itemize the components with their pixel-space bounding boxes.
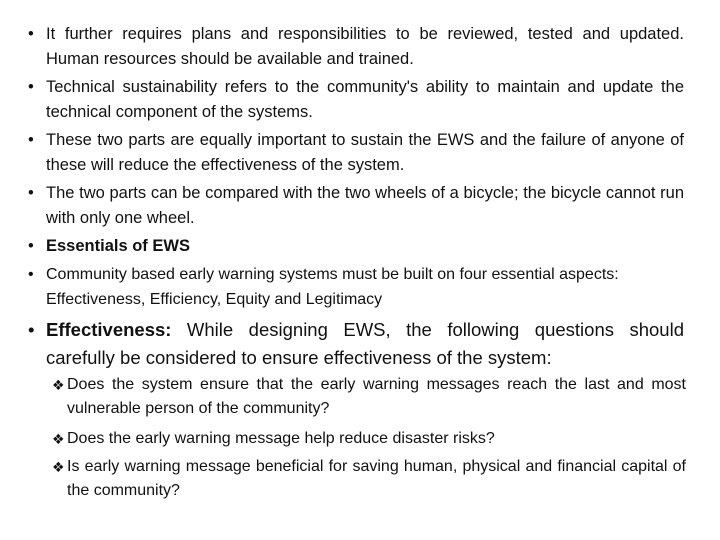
- bullet-item: [28, 181, 684, 231]
- bullet-item: [28, 75, 684, 125]
- diamond-bullet-icon: ❖: [52, 459, 65, 475]
- section-heading: Essentials of EWS: [46, 237, 190, 255]
- question-text: Does the early warning message help reduce disaster risks?: [67, 430, 495, 447]
- diamond-bullet-icon: ❖: [52, 377, 65, 393]
- effectiveness-label: Effectiveness:: [46, 319, 172, 340]
- effectiveness-paragraph: [28, 316, 684, 372]
- bullet-item: [28, 262, 684, 312]
- bullet-text: It further requires plans and responsibilities to be reviewed, tested and updated. Human resources should be available and trained.: [46, 25, 684, 68]
- bullet-text: Community based early warning systems must be built on four essential aspects: Effectiveness, Efficiency, Equity and Legitimacy: [46, 266, 619, 308]
- bullet-item: [28, 128, 684, 178]
- bullet-icon: •: [28, 25, 34, 43]
- bullet-heading: [28, 234, 684, 259]
- question-text: Does the system ensure that the early warning messages reach the last and most vulnerable person of the community?: [67, 376, 686, 417]
- bullet-text: Technical sustainability refers to the community's ability to maintain and update the technical component of the systems.: [46, 78, 684, 121]
- bullet-icon: •: [28, 266, 34, 283]
- effectiveness-text: While designing EWS, the following questions should carefully be considered to ensure effectiveness of the system:: [46, 319, 684, 368]
- bullet-text: The two parts can be compared with the two wheels of a bicycle; the bicycle cannot run with only one wheel.: [46, 184, 684, 227]
- question-item: [52, 373, 686, 421]
- bullet-effectiveness: [28, 316, 684, 372]
- bullet-icon: •: [28, 131, 34, 149]
- bullet-icon: •: [28, 78, 34, 96]
- bullet-icon: •: [28, 237, 34, 255]
- question-item: [52, 427, 686, 451]
- diamond-bullet-icon: ❖: [52, 431, 65, 447]
- bullet-icon: •: [28, 184, 34, 202]
- bullet-icon: •: [28, 319, 35, 340]
- bullet-text: These two parts are equally important to sustain the EWS and the failure of anyone of these will reduce the effectiveness of the system.: [46, 131, 684, 174]
- question-item: [52, 455, 686, 503]
- question-text: Is early warning message beneficial for saving human, physical and financial capital of the community?: [67, 458, 686, 499]
- bullet-item: [28, 22, 684, 72]
